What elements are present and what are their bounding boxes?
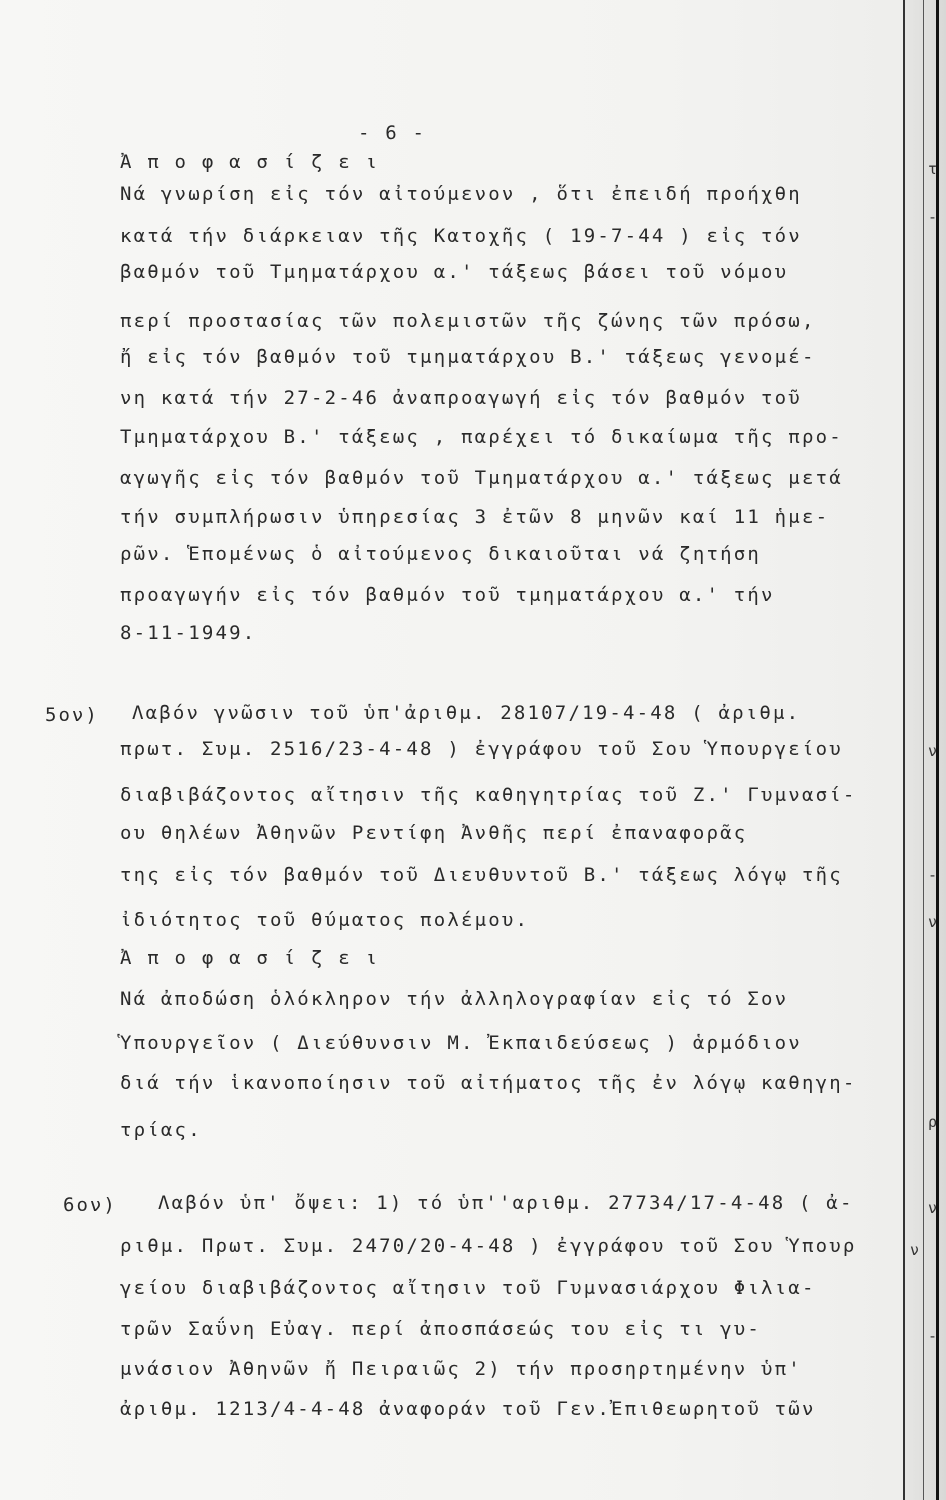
text-line: διαβιβάζοντος αἴτησιν τῆς καθηγητρίας τοῦ Ζ.' Γυμνασί-: [120, 784, 857, 806]
text-line: ἀριθμ. 1213/4-4-48 ἀναφοράν τοῦ Γεν.Ἐπιθεωρητοῦ τῶν: [120, 1398, 816, 1420]
text-line: Λαβόν γνῶσιν τοῦ ὑπ'ἀριθμ. 28107/19-4-48 ( ἀριθμ.: [132, 702, 801, 724]
text-line: βαθμόν τοῦ Τμηματάρχου α.' τάξεως βάσει τοῦ νόμου: [120, 261, 789, 283]
margin-mark: -: [928, 1327, 938, 1345]
text-line: κατά τήν διάρκειαν τῆς Κατοχῆς ( 19-7-44 ) εἰς τόν: [120, 225, 802, 247]
text-line: Τμηματάρχου Β.' τάξεως , παρέχει τό δικαίωμα τῆς προ-: [120, 426, 843, 448]
text-line: μνάσιον Ἀθηνῶν ἤ Πειραιῶς 2) τήν προσηρτημένην ὑπ': [120, 1358, 802, 1380]
margin-mark: -: [928, 866, 938, 884]
text-line: ἤ εἰς τόν βαθμόν τοῦ τμηματάρχου Β.' τάξεως γενομέ-: [120, 346, 816, 368]
text-line: τρίας.: [120, 1119, 202, 1141]
text-line: αγωγῆς εἰς τόν βαθμόν τοῦ Τμηματάρχου α.' τάξεως μετά: [120, 467, 843, 489]
text-line: ριθμ. Πρωτ. Συμ. 2470/20-4-48 ) ἐγγράφου τοῦ Σου Ὑπουρ: [120, 1235, 857, 1257]
margin-mark: -: [928, 208, 938, 226]
adjacent-page-edge: [905, 0, 946, 1500]
decision-heading: Ἀ π ο φ α σ ί ζ ε ι: [120, 151, 380, 173]
text-line: Λαβόν ὑπ' ὄψει: 1) τό ὑπ''αριθμ. 27734/17-4-48 ( ἀ-: [158, 1192, 854, 1214]
text-line: διά τήν ἱκανοποίησιν τοῦ αἰτήματος τῆς ἐν λόγῳ καθηγη-: [120, 1072, 857, 1094]
page-number: - 6 -: [358, 122, 427, 144]
margin-rule: [923, 0, 924, 1500]
margin-mark: ν: [928, 913, 938, 931]
margin-mark: ν: [928, 742, 938, 760]
item-number: 5ον): [45, 704, 99, 726]
text-line: Ὑπουργεῖον ( Διεύθυνσιν Μ. Ἐκπαιδεύσεως ) ἁρμόδιον: [120, 1032, 802, 1054]
text-line: της εἰς τόν βαθμόν τοῦ Διευθυντοῦ Β.' τάξεως λόγῳ τῆς: [120, 864, 843, 886]
margin-mark: ν: [910, 1241, 920, 1259]
text-line: περί προστασίας τῶν πολεμιστῶν τῆς ζώνης τῶν πρόσω,: [120, 310, 816, 332]
text-line: ρῶν. Ἑπομένως ὁ αἰτούμενος δικαιοῦται νά ζητήση: [120, 543, 762, 565]
text-line: γείου διαβιβάζοντος αἴτησιν τοῦ Γυμνασιάρχου Φιλια-: [120, 1277, 816, 1299]
text-line: νη κατά τήν 27-2-46 ἀναπροαγωγή εἰς τόν βαθμόν τοῦ: [120, 387, 802, 409]
text-line: προαγωγήν εἰς τόν βαθμόν τοῦ τμηματάρχου α.' τήν: [120, 584, 775, 606]
item-number: 6ον): [63, 1194, 117, 1216]
text-line: 8-11-1949.: [120, 622, 257, 644]
text-line: Ἀ π ο φ α σ ί ζ ε ι: [120, 947, 380, 969]
text-line: τήν συμπλήρωσιν ὑπηρεσίας 3 ἐτῶν 8 μηνῶν καί 11 ἡμε-: [120, 506, 830, 528]
margin-mark: τ: [928, 160, 938, 178]
text-line: πρωτ. Συμ. 2516/23-4-48 ) ἐγγράφου τοῦ Σου Ὑπουργείου: [120, 738, 843, 760]
margin-rule: [903, 0, 905, 1500]
text-line: Νά ἀποδώση ὁλόκληρον τήν ἀλληλογραφίαν εἰς τό Σον: [120, 988, 789, 1010]
margin-mark: ρ: [928, 1113, 938, 1131]
text-line: Νά γνωρίση εἰς τόν αἰτούμενον , ὅτι ἐπειδή προήχθη: [120, 183, 802, 205]
text-line: ἰδιότητος τοῦ θύματος πολέμου.: [120, 909, 530, 931]
margin-mark: ν: [928, 1199, 938, 1217]
text-line: ου θηλέων Ἀθηνῶν Ρεντίφη Ἀνθῆς περί ἐπαναφορᾶς: [120, 822, 748, 844]
text-line: τρῶν Σαΰνη Εὐαγ. περί ἀποσπάσεώς του εἰς τι γυ-: [120, 1318, 762, 1340]
